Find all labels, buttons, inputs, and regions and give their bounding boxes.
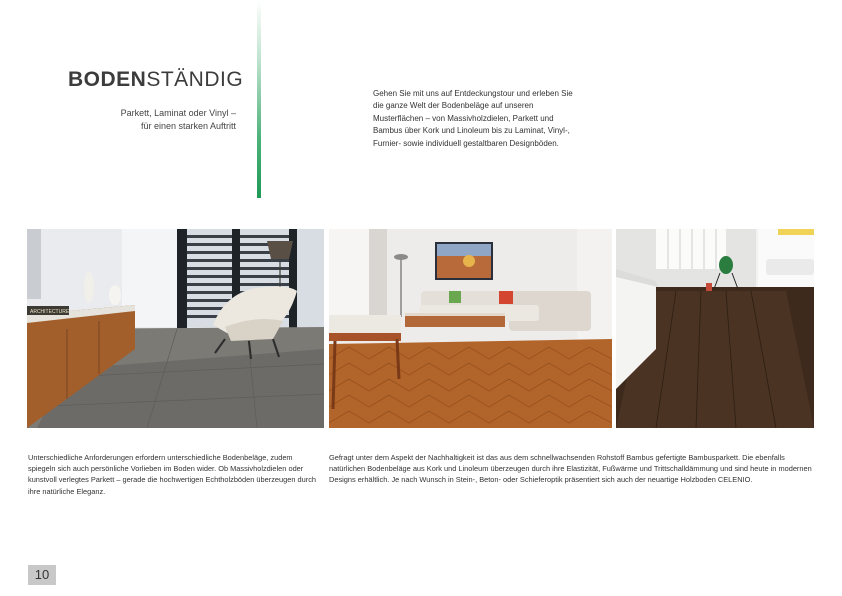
subtitle-line-2: für einen starken Auftritt bbox=[140, 121, 236, 131]
book-label: ARCHITECTURE bbox=[30, 309, 70, 315]
subtitle-line-1: Parkett, Laminat oder Vinyl – bbox=[120, 108, 236, 118]
photo-dark-wood-bathroom bbox=[616, 229, 814, 428]
page-subtitle bbox=[121, 107, 236, 133]
page-number: 10 bbox=[28, 565, 56, 585]
caption-right: Gefragt unter dem Aspekt der Nachhaltigkeit ist das aus dem schnellwachsenden Rohstoff Bambus gefertigte Bambusparkett. Die ebenfalls natürlichen Bodenbeläge aus Kork und Linoleum überzeugen durch ihre Elastizität, Fußwärme und Trittschalldämmung und sind heute in modernen Designs erhältlich. Je nach Wunsch in Stein-, Beton- oder Schieferoptik präsentiert sich auch der neuartige Holzboden CELENIO. bbox=[329, 453, 812, 485]
intro-paragraph: Gehen Sie mit uns auf Entdeckungstour und erleben Sie die ganze Welt der Bodenbeläge auf unseren Musterflächen – von Massivholzdielen, Parkett und Bambus über Kork und Linoleum bis zu Laminat, Vinyl-, Furnier- sowie individuell gestaltbaren Designböden. bbox=[373, 89, 573, 148]
caption-left: Unterschiedliche Anforderungen erfordern unterschiedliche Bodenbeläge, zudem spiegeln sich auch persönliche Vorlieben im Boden wider. Ob Massivholzdielen oder kunstvoll verlegtes Parkett – gerade die hochwertigen Echtholzböden überzeugen durch ihre natürliche Eleganz. bbox=[28, 453, 317, 496]
page-title bbox=[68, 68, 243, 92]
page-title-bold: BODEN bbox=[68, 68, 147, 91]
page-title-light: STÄNDIG bbox=[146, 68, 244, 91]
photo-stone-floor-living-room bbox=[27, 229, 324, 428]
photo-herringbone-parquet-living-room bbox=[329, 229, 612, 428]
green-divider-bar bbox=[257, 0, 261, 198]
